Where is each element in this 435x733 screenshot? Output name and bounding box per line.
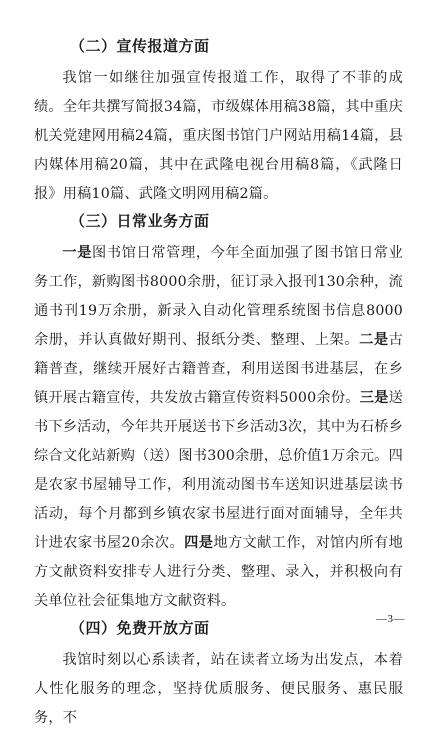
paragraph-text: 我馆时刻以心系读者，站在读者立场为出发点，本着人性化服务的理念，坚持优质服务、便民服务、惠民服务，不 [34,652,403,726]
paragraph-text: 我馆一如继往加强宣传报道工作，取得了不菲的成绩。全年共撰写简报34篇，市级媒体用稿38篇，其中重庆机关党建网用稿24篇，重庆图书馆门户网站用稿14篇，县内媒体用稿20篇，其中在武隆电视台用稿8篇，《武隆日报》用稿10篇、武隆文明网用稿2篇。 [34,70,403,202]
emphasis-text: 二是 [359,332,389,348]
emphasis-text: 四是 [184,535,214,551]
paragraph-text: 古籍普查，继续开展好古籍普查，利用送图书进基层，在乡镇开展古籍宣传，共发放古籍宣传资料5000余份。 [34,332,404,406]
body-paragraph [34,239,403,616]
body-paragraph [34,646,403,733]
section-heading: （四）免费开放方面 [70,619,210,637]
document-body [34,36,403,733]
body-paragraph [34,64,403,209]
section-heading: （三）日常业务方面 [70,212,210,230]
paragraph-text: 图书馆日常管理，今年全面加强了图书馆日常业务工作，新购图书8000余册，征订录入报刊130余种，流通书刊19万余册，新录入自动化管理系统图书信息8000余册，并认真做好期刊、报纸分类、整理、上架。 [34,245,403,348]
emphasis-text: 三是 [359,390,389,406]
paragraph-text: 送书下乡活动，今年共开展送书下乡活动3次，其中为石桥乡综合文化站新购（送）图书300余册，总价值1万余元。四是农家书屋辅导工作，利用流动图书车送知识进基层读书活动，每个月都到乡镇农家书屋进行面对面辅导，全年共计进农家书屋20余次。 [34,390,403,551]
page-number: —3— [376,613,405,625]
emphasis-text: 一是 [62,245,93,261]
section-heading: （二）宣传报道方面 [70,37,210,55]
paragraph-text: 地方文献工作，对馆内所有地方文献资料安排专人进行分类、整理、录入，并积极向有关单位社会征集地方文献资料。 [34,535,403,609]
